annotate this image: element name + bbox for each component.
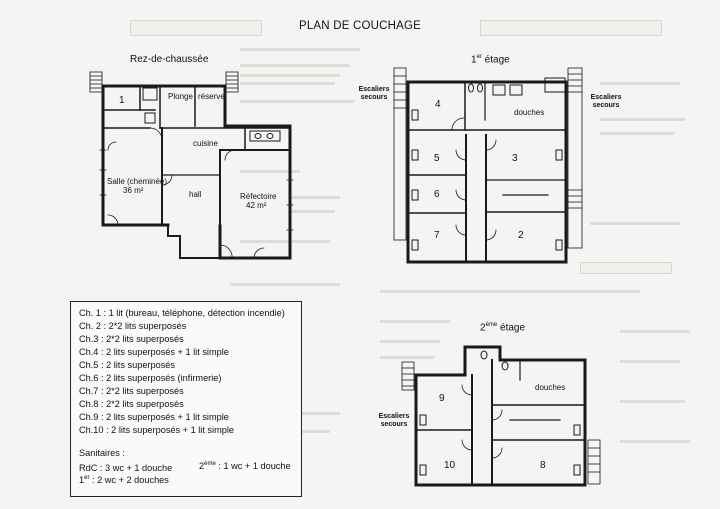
- etage2-douches-label: douches: [535, 383, 566, 392]
- etage2-stairs-left: [402, 362, 414, 390]
- etage1-stairs-right: [568, 68, 582, 248]
- page-title: PLAN DE COUCHAGE: [298, 20, 422, 32]
- reserve-label: réserve: [198, 92, 225, 101]
- etage1-stairs-left: [394, 68, 406, 240]
- etage2-stairs-right: [588, 440, 600, 484]
- etage1-escaliers-right: Escaliers secours: [590, 94, 622, 109]
- hall-label: hall: [189, 190, 202, 199]
- sanitaires-rdc: RdC : 3 wc + 1 douche: [79, 463, 173, 473]
- room-8-label: 8: [540, 460, 546, 471]
- legend-room: Ch. 2 : 2*2 lits superposés: [79, 321, 187, 331]
- legend-room: Ch.3 : 2*2 lits superposés: [79, 334, 184, 344]
- legend-room: Ch.7 : 2*2 lits superposés: [79, 386, 184, 396]
- legend-room: Ch.5 : 2 lits superposés: [79, 360, 176, 370]
- etage2-escaliers: Escaliers secours: [378, 413, 410, 428]
- legend-room: Ch. 1 : 1 lit (bureau, téléphone, détection incendie): [79, 308, 285, 318]
- room-3-label: 3: [512, 153, 518, 164]
- legend-room: Ch.4 : 2 lits superposés + 1 lit simple: [79, 347, 229, 357]
- etage1-douches-label: douches: [514, 108, 545, 117]
- etage1-heading: 1er étage: [471, 54, 510, 66]
- legend-room: Ch.8 : 2*2 lits superposés: [79, 399, 184, 409]
- rdc-stairs-left: [90, 72, 102, 92]
- cuisine-label: cuisine: [193, 139, 218, 148]
- rdc-stairs-right: [226, 72, 238, 92]
- legend-room: Ch.10 : 2 lits superposés + 1 lit simple: [79, 425, 234, 435]
- rdc-heading: Rez-de-chaussée: [130, 54, 209, 65]
- plonge-label: Plonge: [168, 92, 193, 101]
- etage1-plan: [394, 68, 582, 262]
- room-2-label: 2: [518, 230, 524, 241]
- etage2-plan: [402, 347, 600, 485]
- salle-area: 36 m²: [123, 186, 144, 195]
- legend-box: [70, 301, 302, 497]
- refectoire-area: 42 m²: [246, 201, 267, 210]
- salle-label: Salle (cheminée): [107, 177, 168, 186]
- room-6-label: 6: [434, 189, 440, 200]
- sanitaires-heading: Sanitaires :: [79, 448, 125, 458]
- room-9-label: 9: [439, 393, 445, 404]
- room-4-label: 4: [435, 99, 441, 110]
- room-1-label: 1: [119, 95, 125, 106]
- etage1-escaliers-left: Escaliers secours: [358, 86, 390, 101]
- room-5-label: 5: [434, 153, 440, 164]
- sanitaires-etage1: 1er : 2 wc + 2 douches: [79, 475, 169, 486]
- legend-room: Ch.9 : 2 lits superposés + 1 lit simple: [79, 412, 229, 422]
- room-7-label: 7: [434, 230, 440, 241]
- room-10-label: 10: [444, 460, 456, 471]
- refectoire-label: Réfectoire: [240, 192, 277, 201]
- sanitaires-etage2: 2ème : 1 wc + 1 douche: [199, 461, 291, 472]
- etage2-heading: 2ème étage: [480, 322, 526, 334]
- legend-room: Ch.6 : 2 lits superposés (infirmerie): [79, 373, 222, 383]
